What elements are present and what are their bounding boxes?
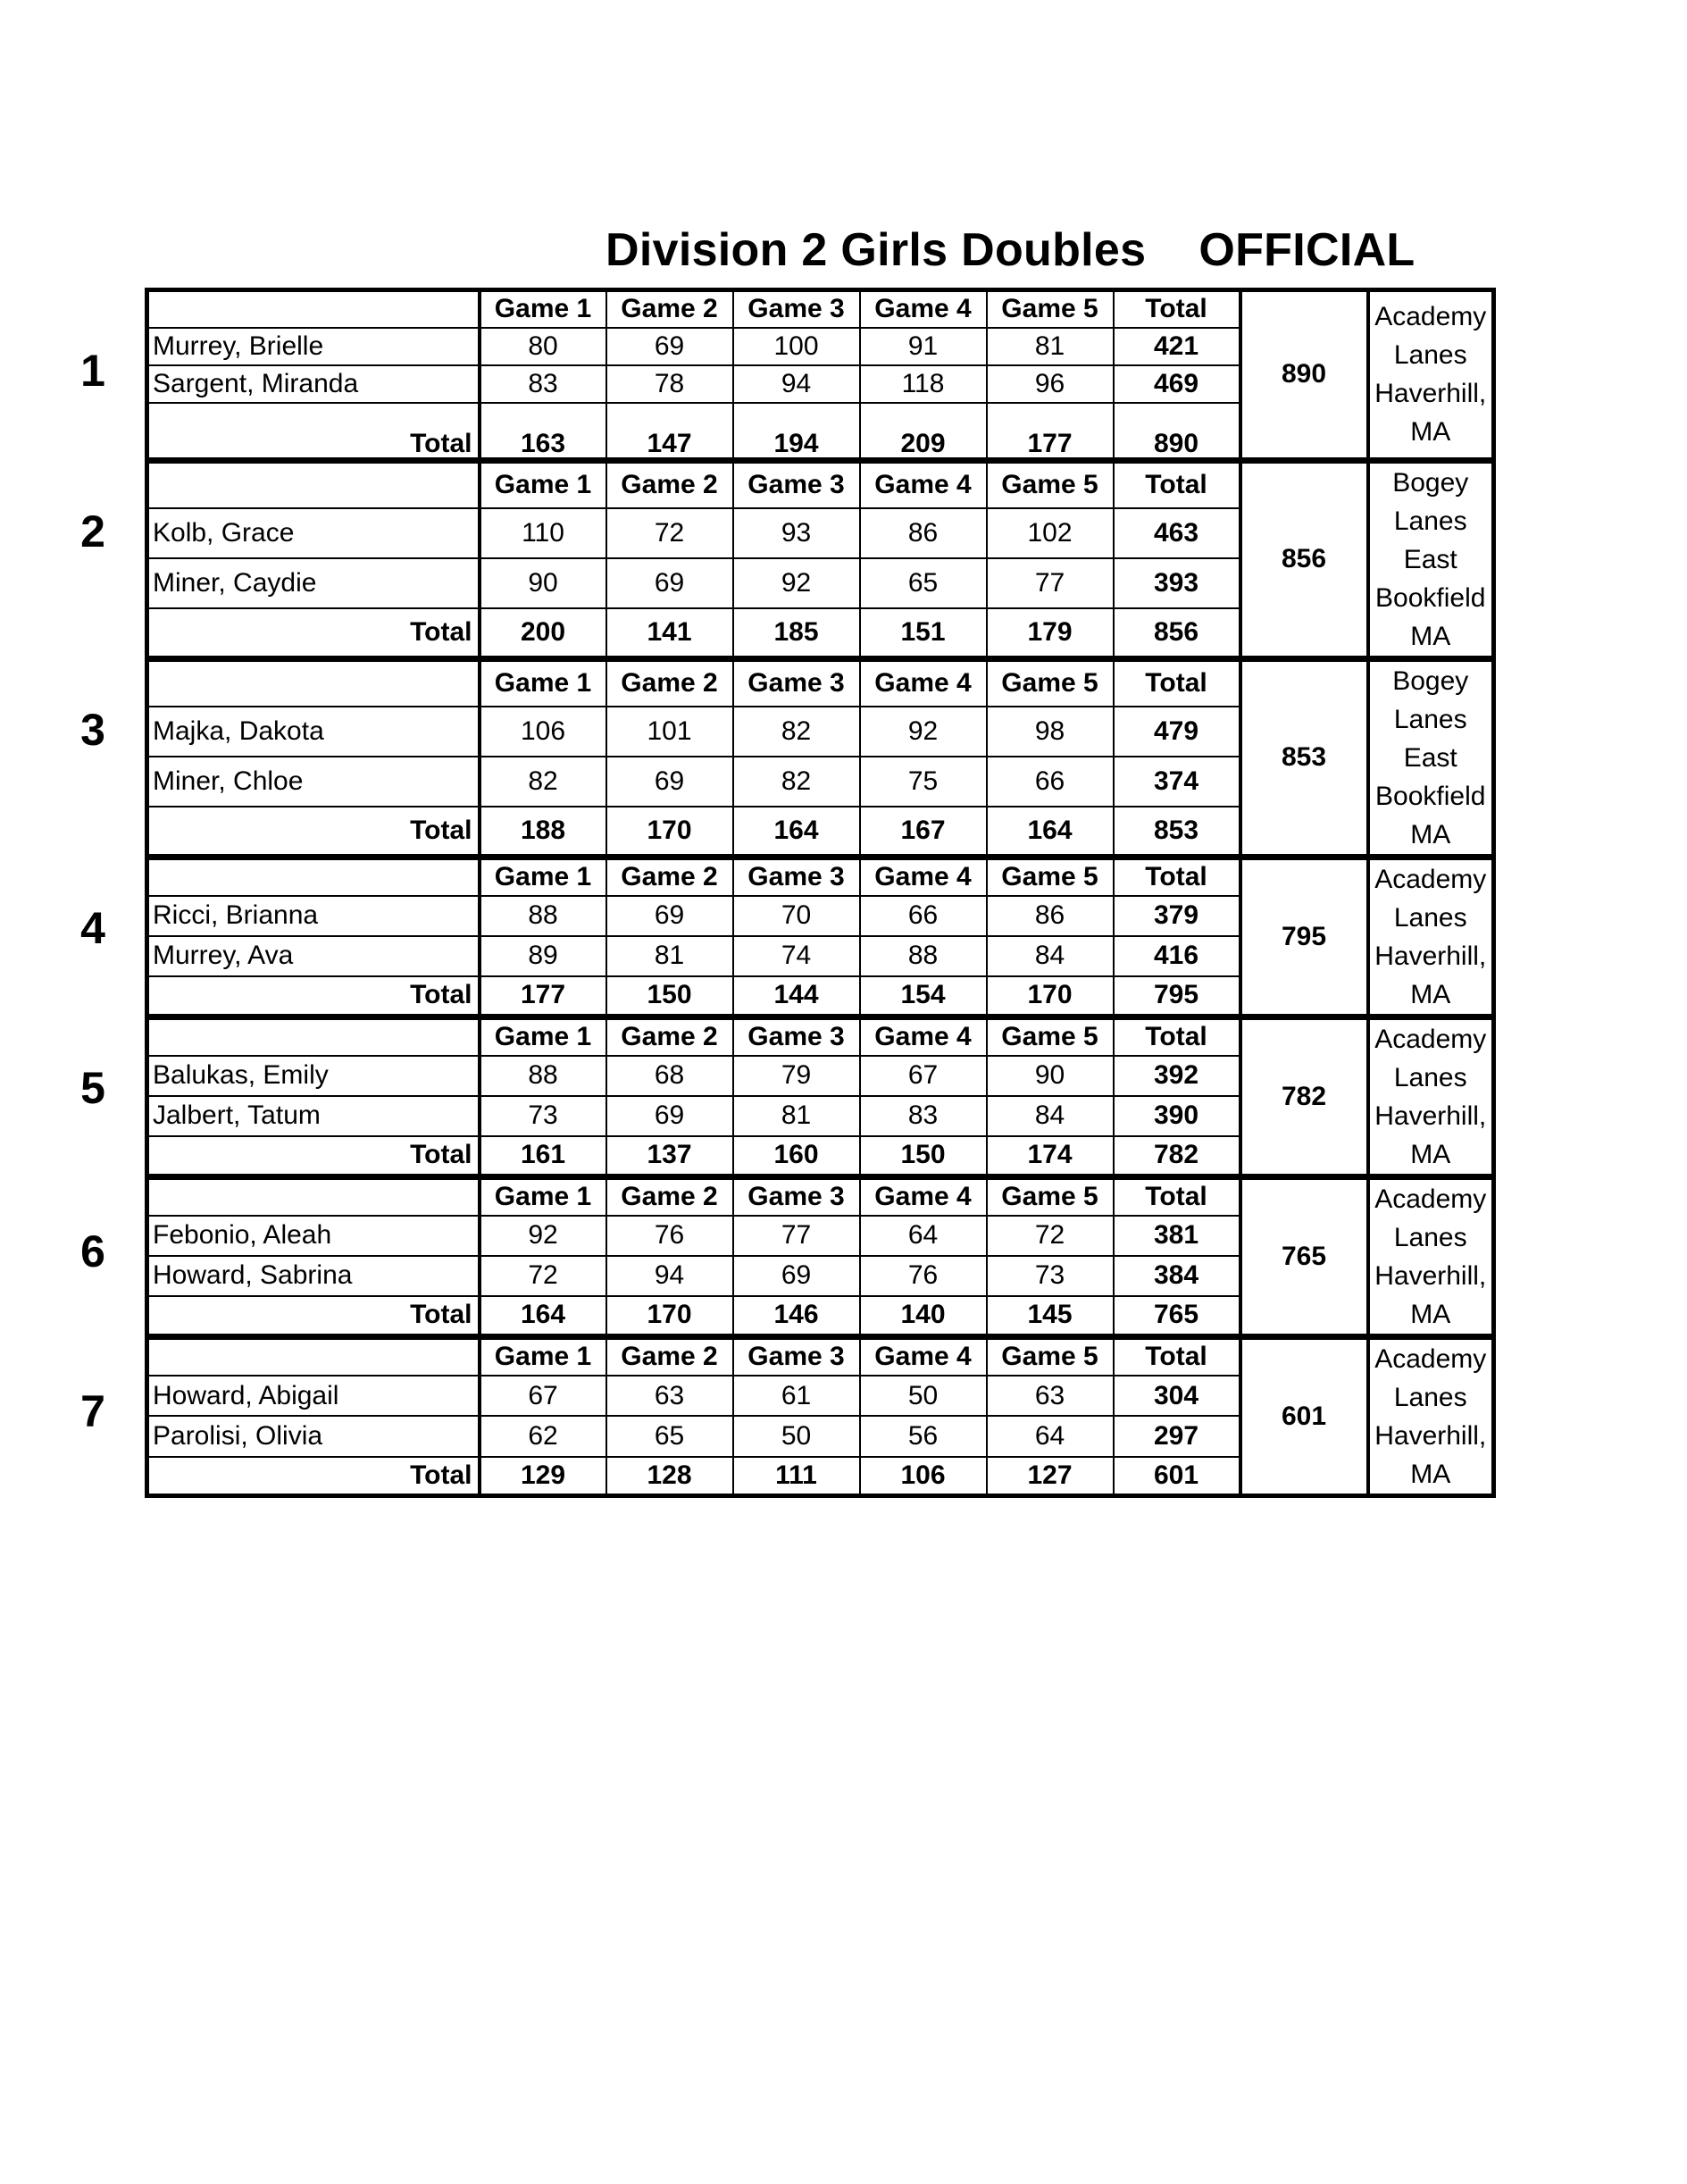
team-score-table — [145, 657, 1496, 856]
game-total: 209 — [860, 403, 987, 458]
game-score: 50 — [860, 1376, 987, 1416]
game-header: Game 5 — [987, 858, 1114, 896]
player-total: 479 — [1114, 707, 1240, 757]
team-score-table — [145, 1176, 1496, 1335]
game-score: 82 — [733, 757, 860, 807]
player-name: Miner, Chloe — [147, 757, 480, 807]
game-score: 63 — [606, 1376, 733, 1416]
game-score: 69 — [606, 757, 733, 807]
location: Academy Lanes Haverhill, MA — [1368, 290, 1494, 458]
header-blank — [147, 1337, 480, 1376]
game-total: 128 — [606, 1457, 733, 1495]
game-header: Game 4 — [860, 659, 987, 707]
game-total: 147 — [606, 403, 733, 458]
header-row — [147, 1177, 1494, 1216]
header-blank — [147, 461, 480, 508]
team-total: 853 — [1240, 659, 1368, 855]
team-total: 856 — [1240, 461, 1368, 657]
player-name: Jalbert, Tatum — [147, 1096, 480, 1136]
game-score: 102 — [987, 508, 1114, 558]
place-number: 3 — [80, 704, 105, 755]
game-score: 81 — [987, 328, 1114, 365]
player-total: 304 — [1114, 1376, 1240, 1416]
total-header: Total — [1114, 1017, 1240, 1056]
grand-total: 853 — [1114, 807, 1240, 854]
player-total: 421 — [1114, 328, 1240, 365]
player-name: Kolb, Grace — [147, 508, 480, 558]
game-header: Game 4 — [860, 1017, 987, 1056]
game-total: 170 — [987, 976, 1114, 1015]
player-name: Balukas, Emily — [147, 1056, 480, 1096]
team-total: 601 — [1240, 1337, 1368, 1495]
player-total: 463 — [1114, 508, 1240, 558]
game-total: 164 — [480, 1296, 606, 1335]
game-total: 127 — [987, 1457, 1114, 1495]
game-score: 83 — [860, 1096, 987, 1136]
header-row — [147, 858, 1494, 896]
game-score: 64 — [860, 1216, 987, 1256]
header-blank — [147, 1177, 480, 1216]
grand-total: 782 — [1114, 1136, 1240, 1175]
game-header: Game 3 — [733, 461, 860, 508]
game-score: 92 — [733, 558, 860, 608]
game-header: Game 1 — [480, 290, 606, 328]
location: Academy Lanes Haverhill, MA — [1368, 858, 1494, 1015]
game-total: 161 — [480, 1136, 606, 1175]
team-block — [80, 288, 1585, 459]
total-label: Total — [147, 403, 480, 458]
game-total: 163 — [480, 403, 606, 458]
game-score: 74 — [733, 936, 860, 976]
team-score-table — [145, 1016, 1496, 1176]
team-score-table — [145, 1335, 1496, 1498]
game-header: Game 5 — [987, 1017, 1114, 1056]
player-total: 392 — [1114, 1056, 1240, 1096]
game-total: 177 — [987, 403, 1114, 458]
game-total: 185 — [733, 608, 860, 656]
grand-total: 765 — [1114, 1296, 1240, 1335]
game-score: 77 — [733, 1216, 860, 1256]
grand-total: 601 — [1114, 1457, 1240, 1495]
total-label: Total — [147, 807, 480, 854]
total-header: Total — [1114, 659, 1240, 707]
game-score: 72 — [987, 1216, 1114, 1256]
game-total: 164 — [987, 807, 1114, 854]
game-score: 118 — [860, 365, 987, 403]
header-row — [147, 1017, 1494, 1056]
game-score: 100 — [733, 328, 860, 365]
header-row — [147, 461, 1494, 508]
page-title: Division 2 Girls Doubles OFFICIAL — [605, 224, 1416, 276]
game-total: 170 — [606, 1296, 733, 1335]
location: Bogey Lanes East Bookfield MA — [1368, 659, 1494, 855]
game-header: Game 2 — [606, 290, 733, 328]
game-score: 65 — [860, 558, 987, 608]
game-header: Game 1 — [480, 659, 606, 707]
location: Academy Lanes Haverhill, MA — [1368, 1017, 1494, 1175]
team-block — [80, 1176, 1585, 1335]
game-score: 91 — [860, 328, 987, 365]
game-score: 63 — [987, 1376, 1114, 1416]
player-total: 393 — [1114, 558, 1240, 608]
results-table — [80, 288, 1585, 1498]
game-score: 84 — [987, 936, 1114, 976]
team-block — [80, 1335, 1585, 1498]
game-total: 174 — [987, 1136, 1114, 1175]
game-score: 50 — [733, 1416, 860, 1456]
player-name: Febonio, Aleah — [147, 1216, 480, 1256]
player-total: 374 — [1114, 757, 1240, 807]
player-total: 297 — [1114, 1416, 1240, 1456]
game-total: 150 — [606, 976, 733, 1015]
team-score-table — [145, 459, 1496, 657]
total-header: Total — [1114, 290, 1240, 328]
game-score: 86 — [860, 508, 987, 558]
player-name: Murrey, Brielle — [147, 328, 480, 365]
game-score: 81 — [606, 936, 733, 976]
game-total: 106 — [860, 1457, 987, 1495]
game-score: 82 — [733, 707, 860, 757]
game-header: Game 5 — [987, 461, 1114, 508]
location: Bogey Lanes East Bookfield MA — [1368, 461, 1494, 657]
total-header: Total — [1114, 1337, 1240, 1376]
header-blank — [147, 659, 480, 707]
game-header: Game 2 — [606, 1177, 733, 1216]
game-header: Game 1 — [480, 461, 606, 508]
game-score: 66 — [987, 757, 1114, 807]
game-total: 140 — [860, 1296, 987, 1335]
game-score: 101 — [606, 707, 733, 757]
game-score: 65 — [606, 1416, 733, 1456]
game-header: Game 4 — [860, 461, 987, 508]
place-number: 6 — [80, 1226, 105, 1276]
game-score: 67 — [860, 1056, 987, 1096]
game-score: 88 — [480, 896, 606, 936]
grand-total: 856 — [1114, 608, 1240, 656]
game-header: Game 1 — [480, 858, 606, 896]
place-number: 5 — [80, 1062, 105, 1113]
game-score: 90 — [480, 558, 606, 608]
total-header: Total — [1114, 858, 1240, 896]
game-score: 73 — [987, 1256, 1114, 1296]
game-total: 111 — [733, 1457, 860, 1495]
game-total: 141 — [606, 608, 733, 656]
game-header: Game 4 — [860, 290, 987, 328]
game-total: 129 — [480, 1457, 606, 1495]
player-total: 379 — [1114, 896, 1240, 936]
place-number: 7 — [80, 1385, 105, 1436]
game-score: 98 — [987, 707, 1114, 757]
game-header: Game 3 — [733, 1177, 860, 1216]
game-header: Game 2 — [606, 461, 733, 508]
game-score: 96 — [987, 365, 1114, 403]
player-name: Howard, Abigail — [147, 1376, 480, 1416]
game-header: Game 2 — [606, 659, 733, 707]
header-blank — [147, 858, 480, 896]
game-total: 177 — [480, 976, 606, 1015]
game-total: 160 — [733, 1136, 860, 1175]
game-header: Game 1 — [480, 1177, 606, 1216]
game-score: 76 — [606, 1216, 733, 1256]
header-blank — [147, 290, 480, 328]
game-score: 86 — [987, 896, 1114, 936]
total-label: Total — [147, 1457, 480, 1495]
game-score: 68 — [606, 1056, 733, 1096]
grand-total: 890 — [1114, 403, 1240, 458]
game-score: 64 — [987, 1416, 1114, 1456]
player-total: 381 — [1114, 1216, 1240, 1256]
game-header: Game 2 — [606, 1337, 733, 1376]
game-header: Game 4 — [860, 1337, 987, 1376]
game-score: 70 — [733, 896, 860, 936]
game-total: 170 — [606, 807, 733, 854]
game-score: 88 — [480, 1056, 606, 1096]
game-score: 78 — [606, 365, 733, 403]
game-header: Game 3 — [733, 1017, 860, 1056]
game-score: 79 — [733, 1056, 860, 1096]
total-label: Total — [147, 608, 480, 656]
player-name: Sargent, Miranda — [147, 365, 480, 403]
header-row — [147, 659, 1494, 707]
team-score-table — [145, 856, 1496, 1016]
game-score: 90 — [987, 1056, 1114, 1096]
game-header: Game 3 — [733, 1337, 860, 1376]
game-score: 94 — [733, 365, 860, 403]
total-header: Total — [1114, 461, 1240, 508]
team-score-table — [145, 288, 1496, 459]
game-score: 76 — [860, 1256, 987, 1296]
game-score: 69 — [606, 558, 733, 608]
game-score: 69 — [733, 1256, 860, 1296]
total-label: Total — [147, 1296, 480, 1335]
grand-total: 795 — [1114, 976, 1240, 1015]
team-total: 795 — [1240, 858, 1368, 1015]
team-block — [80, 657, 1585, 856]
game-total: 167 — [860, 807, 987, 854]
game-score: 83 — [480, 365, 606, 403]
player-name: Majka, Dakota — [147, 707, 480, 757]
game-score: 94 — [606, 1256, 733, 1296]
game-header: Game 3 — [733, 290, 860, 328]
game-score: 62 — [480, 1416, 606, 1456]
game-total: 179 — [987, 608, 1114, 656]
game-score: 92 — [860, 707, 987, 757]
game-header: Game 5 — [987, 290, 1114, 328]
game-score: 84 — [987, 1096, 1114, 1136]
team-block — [80, 459, 1585, 657]
game-header: Game 3 — [733, 659, 860, 707]
player-name: Murrey, Ava — [147, 936, 480, 976]
game-score: 80 — [480, 328, 606, 365]
player-total: 384 — [1114, 1256, 1240, 1296]
game-total: 137 — [606, 1136, 733, 1175]
game-score: 69 — [606, 1096, 733, 1136]
player-total: 390 — [1114, 1096, 1240, 1136]
player-name: Ricci, Brianna — [147, 896, 480, 936]
game-header: Game 5 — [987, 659, 1114, 707]
game-score: 106 — [480, 707, 606, 757]
game-header: Game 4 — [860, 858, 987, 896]
player-total: 416 — [1114, 936, 1240, 976]
team-block — [80, 856, 1585, 1016]
location: Academy Lanes Haverhill, MA — [1368, 1337, 1494, 1495]
total-label: Total — [147, 1136, 480, 1175]
team-block — [80, 1016, 1585, 1176]
game-score: 89 — [480, 936, 606, 976]
total-label: Total — [147, 976, 480, 1015]
game-total: 151 — [860, 608, 987, 656]
game-score: 110 — [480, 508, 606, 558]
game-header: Game 4 — [860, 1177, 987, 1216]
header-row — [147, 1337, 1494, 1376]
place-number: 4 — [80, 902, 105, 953]
game-score: 61 — [733, 1376, 860, 1416]
game-total: 194 — [733, 403, 860, 458]
game-score: 82 — [480, 757, 606, 807]
player-name: Miner, Caydie — [147, 558, 480, 608]
game-score: 73 — [480, 1096, 606, 1136]
game-score: 69 — [606, 896, 733, 936]
game-score: 75 — [860, 757, 987, 807]
player-name: Parolisi, Olivia — [147, 1416, 480, 1456]
place-number: 1 — [80, 346, 105, 396]
game-score: 88 — [860, 936, 987, 976]
header-blank — [147, 1017, 480, 1056]
game-header: Game 2 — [606, 1017, 733, 1056]
player-total: 469 — [1114, 365, 1240, 403]
game-score: 77 — [987, 558, 1114, 608]
header-row — [147, 290, 1494, 328]
game-header: Game 5 — [987, 1337, 1114, 1376]
game-total: 150 — [860, 1136, 987, 1175]
location: Academy Lanes Haverhill, MA — [1368, 1177, 1494, 1335]
game-header: Game 2 — [606, 858, 733, 896]
team-total: 890 — [1240, 290, 1368, 458]
total-header: Total — [1114, 1177, 1240, 1216]
game-score: 69 — [606, 328, 733, 365]
game-score: 92 — [480, 1216, 606, 1256]
game-score: 72 — [606, 508, 733, 558]
game-total: 145 — [987, 1296, 1114, 1335]
team-total: 765 — [1240, 1177, 1368, 1335]
game-score: 66 — [860, 896, 987, 936]
game-score: 93 — [733, 508, 860, 558]
game-header: Game 1 — [480, 1337, 606, 1376]
game-score: 81 — [733, 1096, 860, 1136]
game-total: 144 — [733, 976, 860, 1015]
team-total: 782 — [1240, 1017, 1368, 1175]
place-number: 2 — [80, 506, 105, 556]
game-header: Game 5 — [987, 1177, 1114, 1216]
game-header: Game 1 — [480, 1017, 606, 1056]
game-total: 164 — [733, 807, 860, 854]
game-header: Game 3 — [733, 858, 860, 896]
player-name: Howard, Sabrina — [147, 1256, 480, 1296]
game-score: 67 — [480, 1376, 606, 1416]
game-total: 146 — [733, 1296, 860, 1335]
game-score: 72 — [480, 1256, 606, 1296]
game-total: 154 — [860, 976, 987, 1015]
game-score: 56 — [860, 1416, 987, 1456]
game-total: 200 — [480, 608, 606, 656]
game-total: 188 — [480, 807, 606, 854]
